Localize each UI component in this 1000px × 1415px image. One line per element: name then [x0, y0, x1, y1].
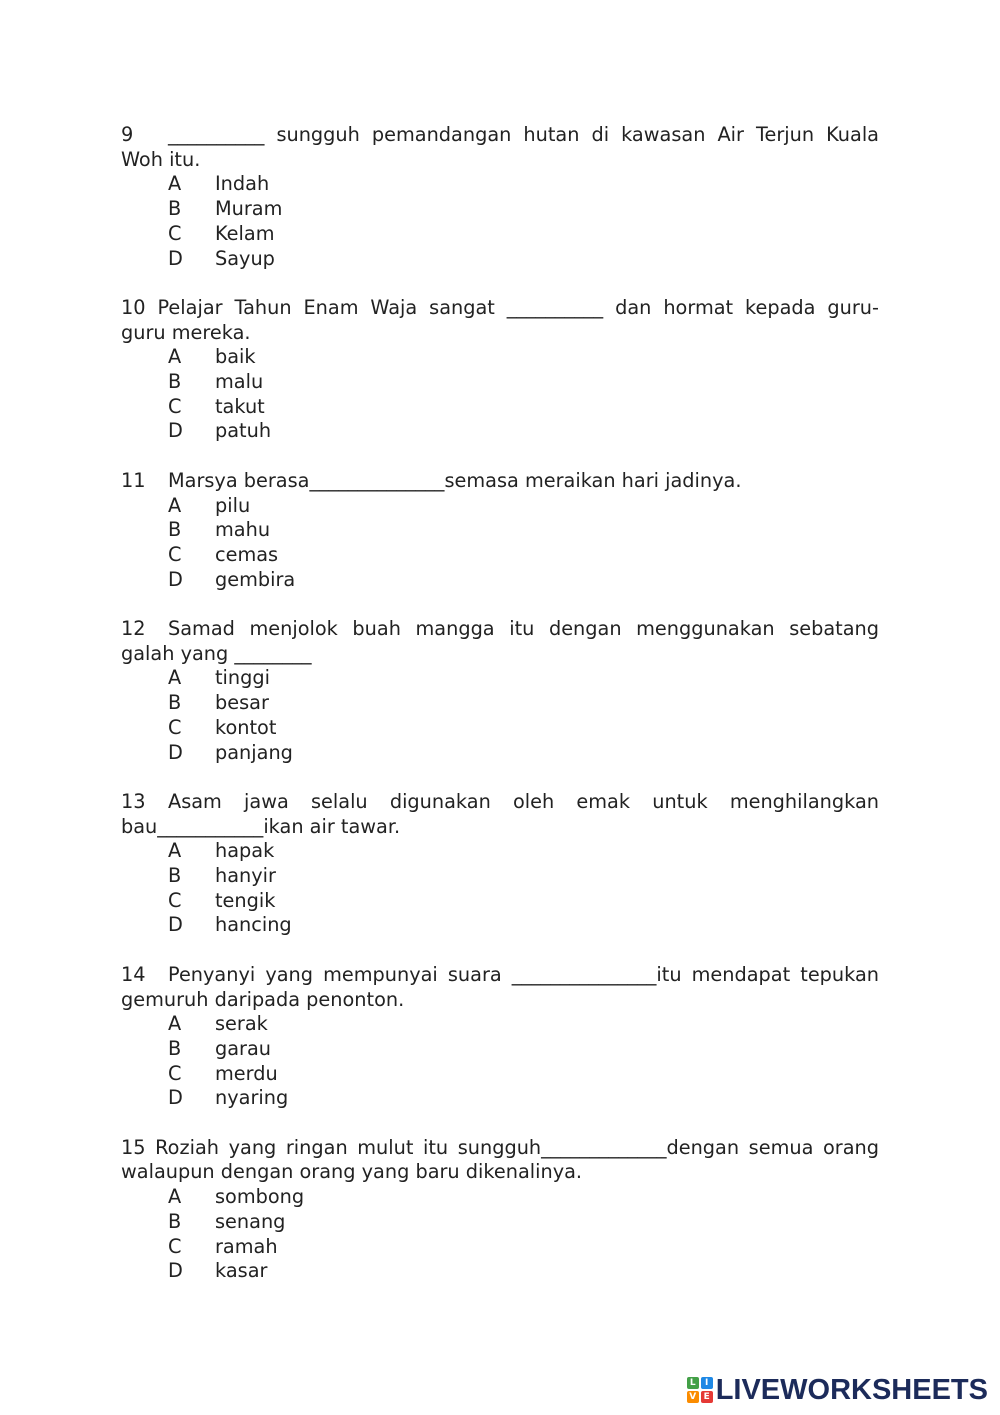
option-letter: A — [168, 172, 182, 196]
question-text: Asam jawa selalu digunakan oleh emak untuk menghilangkan — [168, 789, 879, 813]
option-a — [121, 1185, 879, 1210]
option-letter: B — [168, 691, 182, 715]
option-b — [121, 1037, 879, 1062]
option-text: tinggi — [215, 666, 270, 690]
option-letter: B — [168, 370, 182, 394]
question-15 — [121, 1136, 879, 1284]
option-text: hanyir — [215, 864, 276, 888]
option-letter: A — [168, 666, 182, 690]
option-text: mahu — [215, 518, 271, 542]
option-letter: D — [168, 246, 183, 270]
question-13 — [121, 790, 879, 938]
option-letter: D — [168, 419, 183, 443]
question-text: galah yang ________ — [121, 641, 312, 665]
logo-icon-tile: L — [687, 1377, 699, 1389]
question-text: gemuruh daripada penonton. — [121, 987, 405, 1011]
option-c — [121, 1235, 879, 1260]
option-letter: B — [168, 864, 182, 888]
option-letter: A — [168, 1012, 182, 1036]
option-letter: C — [168, 542, 182, 566]
option-b — [121, 197, 879, 222]
question-10 — [121, 296, 879, 444]
option-text: ramah — [215, 1234, 278, 1258]
option-letter: D — [168, 567, 183, 591]
liveworksheets-logo-text: LIVEWORKSHEETS — [715, 1374, 988, 1406]
question-stem-line — [121, 790, 879, 815]
option-letter: A — [168, 839, 182, 863]
option-a — [121, 1012, 879, 1037]
question-text: __________ sungguh pemandangan hutan di kawasan Air Terjun Kuala — [168, 123, 879, 146]
option-b — [121, 864, 879, 889]
option-text: sombong — [215, 1185, 305, 1209]
question-text: Woh itu. — [121, 147, 201, 171]
option-letter: D — [168, 1086, 183, 1110]
option-letter: A — [168, 493, 182, 517]
question-stem-line — [121, 963, 879, 988]
option-text: serak — [215, 1012, 268, 1036]
logo-icon-tile: E — [701, 1391, 713, 1403]
question-number: 15 — [121, 1135, 146, 1159]
option-letter: A — [168, 1185, 182, 1209]
option-letter: C — [168, 221, 182, 245]
question-number: 9 — [121, 123, 134, 146]
question-stem-line — [121, 148, 879, 173]
option-text: hapak — [215, 839, 275, 863]
question-text: guru mereka. — [121, 320, 251, 344]
option-letter: C — [168, 715, 182, 739]
question-number: 10 — [121, 295, 146, 319]
option-text: hancing — [215, 913, 292, 937]
question-number: 11 — [121, 468, 146, 492]
option-d — [121, 568, 879, 593]
option-letter: B — [168, 1209, 182, 1233]
option-c — [121, 716, 879, 741]
option-b — [121, 518, 879, 543]
option-text: merdu — [215, 1061, 278, 1085]
option-letter: A — [168, 345, 182, 369]
question-12 — [121, 617, 879, 765]
question-stem-line — [121, 296, 879, 321]
option-c — [121, 395, 879, 420]
question-text: Roziah yang ringan mulut itu sungguh_____________dengan semua orang — [155, 1135, 879, 1159]
option-text: gembira — [215, 567, 296, 591]
option-text: baik — [215, 345, 256, 369]
option-text: kasar — [215, 1259, 268, 1283]
option-text: Sayup — [215, 246, 275, 270]
option-c — [121, 1062, 879, 1087]
option-text: Muram — [215, 197, 283, 221]
option-c — [121, 543, 879, 568]
option-text: senang — [215, 1209, 286, 1233]
question-text: Penyanyi yang mempunyai suara _______________itu mendapat tepukan — [168, 962, 879, 986]
option-d — [121, 247, 879, 272]
worksheet — [121, 123, 879, 1309]
option-letter: C — [168, 1061, 182, 1085]
option-text: tengik — [215, 888, 276, 912]
question-stem-line — [121, 469, 879, 494]
option-letter: B — [168, 518, 182, 542]
option-text: kontot — [215, 715, 277, 739]
option-a — [121, 172, 879, 197]
option-d — [121, 1259, 879, 1284]
question-text: Marsya berasa______________semasa meraikan hari jadinya. — [168, 468, 742, 492]
question-stem-line — [121, 1136, 879, 1161]
option-a — [121, 494, 879, 519]
option-text: cemas — [215, 542, 279, 566]
option-letter: B — [168, 197, 182, 221]
option-c — [121, 889, 879, 914]
option-text: garau — [215, 1036, 272, 1060]
option-letter: B — [168, 1036, 182, 1060]
question-text: walaupun dengan orang yang baru dikenalinya. — [121, 1160, 583, 1184]
liveworksheets-logo[interactable] — [687, 1375, 988, 1405]
question-stem-line — [121, 988, 879, 1013]
question-number: 13 — [121, 789, 146, 813]
option-b — [121, 1210, 879, 1235]
option-a — [121, 839, 879, 864]
liveworksheets-logo-icon — [687, 1377, 713, 1403]
option-text: Indah — [215, 172, 270, 196]
question-number: 12 — [121, 617, 146, 641]
question-stem-line — [121, 642, 879, 667]
logo-icon-tile: I — [701, 1377, 713, 1389]
logo-icon-tile: V — [687, 1391, 699, 1403]
option-b — [121, 370, 879, 395]
option-letter: C — [168, 1234, 182, 1258]
question-stem-line — [121, 617, 879, 642]
option-text: takut — [215, 394, 265, 418]
option-a — [121, 345, 879, 370]
option-d — [121, 1086, 879, 1111]
question-stem-line — [121, 321, 879, 346]
option-letter: D — [168, 1259, 183, 1283]
question-9 — [121, 123, 879, 271]
option-a — [121, 666, 879, 691]
option-text: nyaring — [215, 1086, 289, 1110]
question-stem-line — [121, 1160, 879, 1185]
option-d — [121, 913, 879, 938]
question-stem-line — [121, 815, 879, 840]
option-text: panjang — [215, 740, 293, 764]
option-text: patuh — [215, 419, 272, 443]
option-text: pilu — [215, 493, 251, 517]
question-text: bau___________ikan air tawar. — [121, 814, 401, 838]
question-14 — [121, 963, 879, 1111]
option-text: Kelam — [215, 221, 275, 245]
option-letter: D — [168, 740, 183, 764]
option-c — [121, 222, 879, 247]
question-11 — [121, 469, 879, 593]
option-text: besar — [215, 691, 269, 715]
question-stem-line — [121, 123, 879, 148]
option-letter: D — [168, 913, 183, 937]
option-text: malu — [215, 370, 264, 394]
option-d — [121, 419, 879, 444]
option-letter: C — [168, 888, 182, 912]
option-b — [121, 691, 879, 716]
option-d — [121, 741, 879, 766]
question-number: 14 — [121, 962, 146, 986]
option-letter: C — [168, 394, 182, 418]
question-text: Samad menjolok buah mangga itu dengan menggunakan sebatang — [168, 617, 879, 641]
question-text: Pelajar Tahun Enam Waja sangat __________ dan hormat kepada guru- — [157, 295, 879, 319]
